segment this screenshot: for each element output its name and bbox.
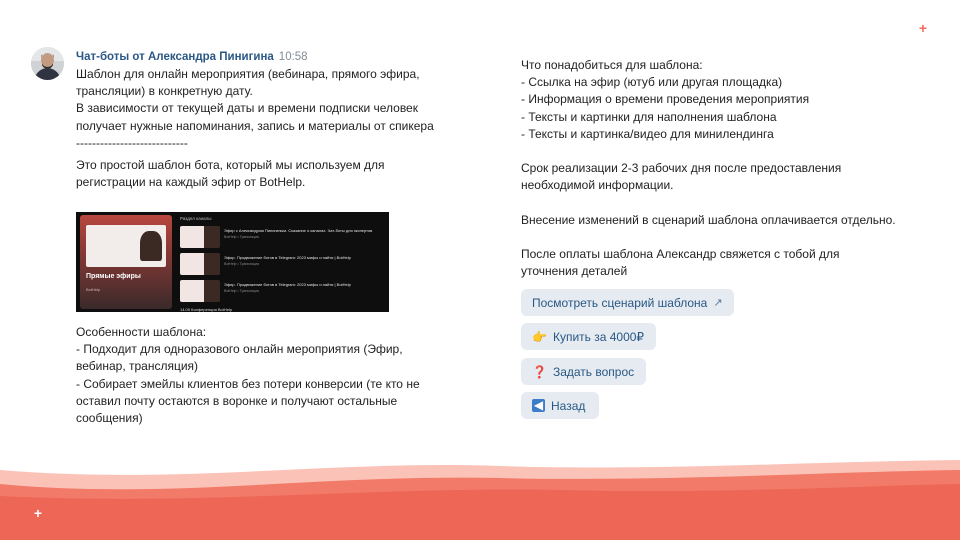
channel-card-subtitle: BotHelp bbox=[86, 287, 101, 292]
video-title: Эфир. Продвижение ботов в Telegram: 2023 мифы и найти | BotHelp bbox=[224, 255, 351, 260]
text-line: В зависимости от текущей даты и времени подписки человек bbox=[76, 101, 418, 116]
text-line: - Тексты и картинка/видео для минилендинга bbox=[521, 126, 774, 141]
buy-label: Купить за 4000₽ bbox=[552, 329, 645, 344]
channel-card-title: Прямые эфиры bbox=[86, 273, 141, 280]
question-mark-icon: ❓ bbox=[532, 364, 547, 379]
video-title: Эфир. Продвижение ботов в Telegram: 2023 мифы и найти | BotHelp bbox=[224, 282, 351, 287]
text-line: - Тексты и картинки для наполнения шаблона bbox=[521, 109, 777, 124]
template-note bbox=[76, 157, 385, 191]
video-row bbox=[180, 253, 385, 277]
back-button[interactable] bbox=[521, 392, 599, 419]
text-line: Шаблон для онлайн мероприятия (вебинара, прямого эфира, bbox=[76, 67, 420, 81]
text-line: - Подходит для одноразового онлайн мероприятия (Эфир, bbox=[76, 342, 403, 357]
view-scenario-label: Посмотреть сценарий шаблона bbox=[532, 295, 708, 310]
pointing-hand-icon: 👉 bbox=[532, 329, 547, 344]
channel-card bbox=[80, 215, 172, 309]
text-line: Особенности шаблона: bbox=[76, 325, 207, 339]
video-thumbnail bbox=[180, 226, 220, 248]
text-line: необходимой информации. bbox=[521, 178, 674, 193]
message-header bbox=[76, 51, 308, 63]
video-thumbnail bbox=[180, 280, 220, 302]
buy-button[interactable] bbox=[521, 323, 656, 350]
video-meta: BotHelp • Трансляция bbox=[224, 235, 259, 239]
text-line: оставил почту остаются в воронке и получают остальные bbox=[76, 393, 398, 408]
view-scenario-button[interactable] bbox=[521, 289, 734, 316]
after-payment-note bbox=[521, 246, 840, 280]
text-line: вебинар, трансляция) bbox=[76, 359, 199, 374]
ask-question-label: Задать вопрос bbox=[552, 364, 635, 379]
text-line: Что понадобиться для шаблона: bbox=[521, 58, 703, 72]
text-line: уточнения деталей bbox=[521, 264, 628, 279]
text-line: сообщения) bbox=[76, 411, 143, 426]
template-description bbox=[76, 66, 434, 152]
external-link-icon: ↗ bbox=[713, 297, 723, 309]
video-meta: BotHelp • Трансляция bbox=[224, 289, 259, 293]
text-line: - Информация о времени проведения мероприятия bbox=[521, 92, 810, 107]
text-line: Внесение изменений в сценарий шаблона оплачивается отдельно. bbox=[521, 213, 896, 227]
plus-decoration-icon: + bbox=[918, 20, 928, 36]
back-arrow-icon: ◀ bbox=[533, 398, 544, 412]
text-line: Это простой шаблон бота, который мы используем для bbox=[76, 158, 385, 172]
text-line: получает нужные напоминания, запись и материалы от спикера bbox=[76, 118, 434, 133]
video-row bbox=[180, 280, 385, 304]
video-row bbox=[180, 226, 385, 250]
implementation-term bbox=[521, 160, 841, 194]
attached-image[interactable] bbox=[76, 212, 389, 312]
video-meta: BotHelp • Трансляция bbox=[224, 262, 259, 266]
video-title: Эфир с Александром Пинигиным. Сказание о каналах. Чат-боты для экспертов bbox=[224, 228, 373, 233]
text-line: Срок реализации 2-3 рабочих дня после предоставления bbox=[521, 161, 842, 175]
author-name[interactable]: Чат-боты от Александра Пинигина bbox=[76, 51, 274, 63]
text-line: трансляции) в конкретную дату. bbox=[76, 84, 253, 99]
text-line: - Ссылка на эфир (ютуб или другая площадка) bbox=[521, 75, 783, 90]
video-list-footer: 14.09 Конференция BotHelp bbox=[180, 307, 233, 312]
bottom-wave-decoration bbox=[0, 460, 960, 540]
template-requirements bbox=[521, 57, 809, 143]
plus-decoration-icon: + bbox=[33, 505, 43, 521]
changes-note bbox=[521, 212, 896, 229]
video-thumbnail bbox=[180, 253, 220, 275]
template-features bbox=[76, 324, 420, 427]
ask-question-button[interactable] bbox=[521, 358, 646, 385]
text-line: - Собирает эмейлы клиентов без потери конверсии (те кто не bbox=[76, 376, 420, 391]
text-line: После оплаты шаблона Александр свяжется с тобой для bbox=[521, 247, 840, 261]
avatar[interactable] bbox=[31, 47, 64, 80]
message-time: 10:58 bbox=[278, 51, 308, 63]
video-list-header: Раздел каналы bbox=[180, 216, 212, 221]
separator-line: ---------------------------- bbox=[76, 135, 188, 150]
text-line: регистрации на каждый эфир от BotHelp. bbox=[76, 175, 306, 190]
back-label: Назад bbox=[551, 398, 586, 413]
